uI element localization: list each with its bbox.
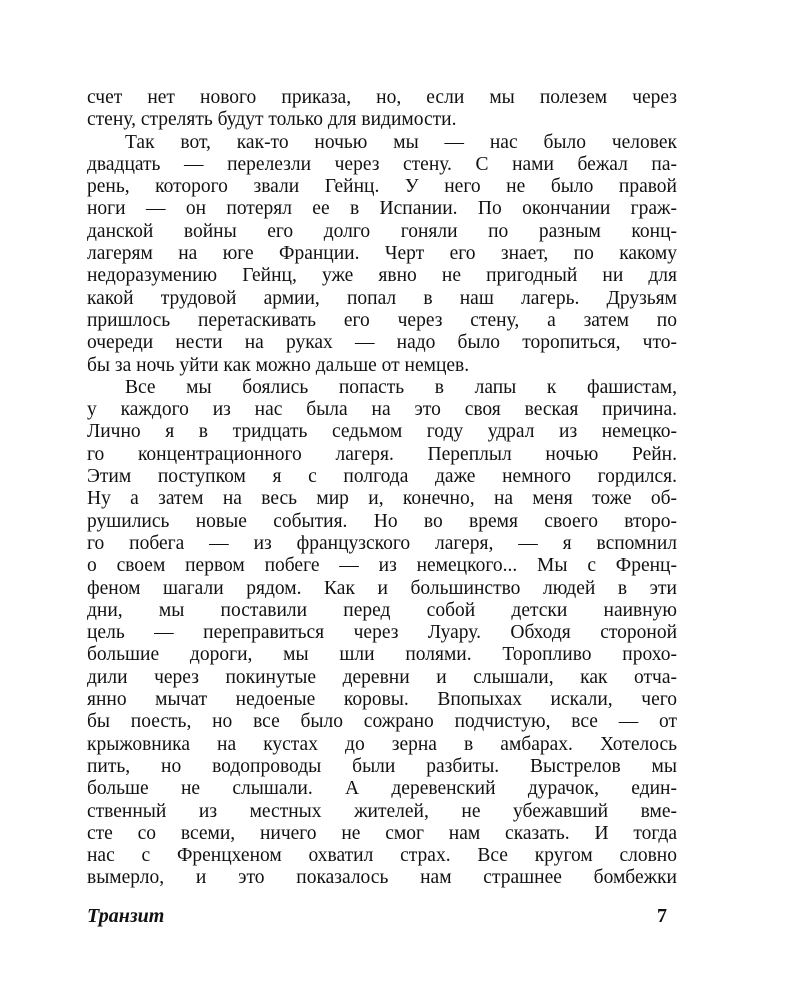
text-line: ноги — он потерял ее в Испании. По окончании граж- [87, 198, 677, 220]
text-line: вымерло, и это показалось нам страшнее бомбежки [87, 867, 677, 889]
text-line: го концентрационного лагеря. Переплыл ночью Рейн. [87, 443, 677, 465]
text-line: Так вот, как-то ночью мы — нас было человек [125, 131, 677, 153]
text-line: какой трудовой армии, попал в наш лагерь. Друзьям [87, 287, 677, 309]
text-line: больше не слышали. А деревенский дурачок, един- [87, 778, 677, 800]
text-line: цель — переправиться через Луару. Обходя стороной [87, 622, 677, 644]
text-line: бы за ночь уйти как можно дальше от немцев. [87, 354, 470, 376]
text-line: дили через покинутые деревни и слышали, как отча- [87, 666, 677, 688]
page-footer [87, 905, 667, 933]
page-number: 7 [657, 905, 667, 927]
text-line: у каждого из нас была на это своя веская причина. [87, 399, 677, 421]
text-line: Ну а затем на весь мир и, конечно, на меня тоже об- [87, 488, 677, 510]
text-line: очереди нести на руках — надо было торопиться, что- [87, 332, 677, 354]
text-line: стену, стрелять будут только для видимости. [87, 109, 457, 131]
text-line: бы поесть, но все было сожрано подчистую, все — от [87, 711, 677, 733]
text-line: го побега — из французского лагеря, — я вспомнил [87, 532, 677, 554]
text-line: лагерям на юге Франции. Черт его знает, по какому [87, 243, 677, 265]
text-line: пить, но водопроводы были разбиты. Выстрелов мы [87, 755, 677, 777]
text-line: нас с Френцхеном охватил страх. Все кругом словно [87, 845, 677, 867]
text-line: о своем первом побеге — из немецкого... Мы с Френц- [87, 555, 677, 577]
body-text [87, 87, 677, 890]
text-line: Лично я в тридцать седьмом году удрал из немецко- [87, 421, 677, 443]
text-line: Все мы боялись попасть в лапы к фашистам, [125, 376, 677, 398]
text-line: дни, мы поставили перед собой детски наивную [87, 599, 677, 621]
running-title: Транзит [87, 905, 165, 927]
text-line: рень, которого звали Гейнц. У него не было правой [87, 176, 677, 198]
text-line: счет нет нового приказа, но, если мы полезем через [87, 87, 677, 108]
text-line: двадцать — перелезли через стену. С нами бежал па- [87, 153, 677, 175]
text-line: пришлось перетаскивать его через стену, а затем по [87, 309, 677, 331]
text-line: ственный из местных жителей, не убежавший вме- [87, 800, 677, 822]
text-line: Этим поступком я с полгода даже немного гордился. [87, 466, 677, 488]
text-line: большие дороги, мы шли полями. Торопливо прохо- [87, 644, 677, 666]
text-line: феном шагали рядом. Как и большинство людей в эти [87, 577, 677, 599]
text-line: крыжовника на кустах до зерна в амбарах. Хотелось [87, 733, 677, 755]
text-line: янно мычат недоеные коровы. Впопыхах искали, чего [87, 689, 677, 711]
text-line: рушились новые события. Но во время своего второ- [87, 510, 677, 532]
text-line: недоразумению Гейнц, уже явно не пригодный ни для [87, 265, 677, 287]
text-line: данской войны его долго гоняли по разным конц- [87, 220, 677, 242]
text-line: сте со всеми, ничего не смог нам сказать. И тогда [87, 822, 677, 844]
